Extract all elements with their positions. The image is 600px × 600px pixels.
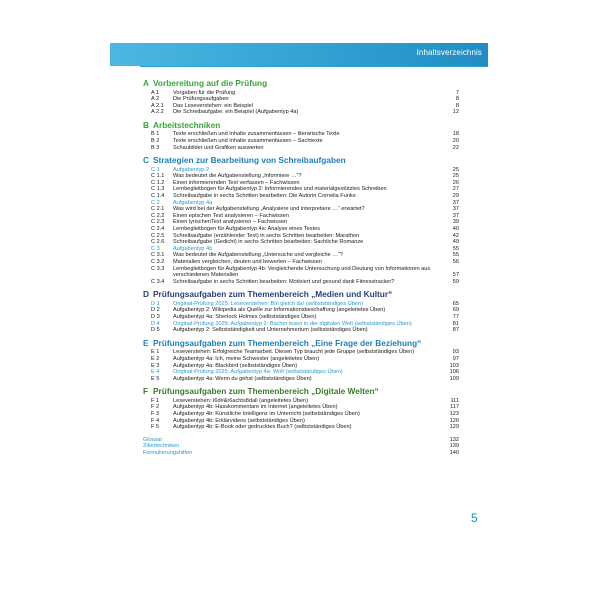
entry-page: 65 [452,300,459,307]
toc-section-b [143,116,459,151]
toc-entry[interactable] [143,279,459,286]
entry-title: Aufgabentyp 4a [173,199,213,206]
entry-title: Aufgabentyp 4b [173,245,213,252]
entry-number: F 5 [151,424,160,431]
entry-title: Schaubilder und Grafiken auswerten [173,144,264,151]
entry-number: D 5 [151,327,160,334]
entry-number: F 1 [151,397,160,404]
entry-number: C 3 [151,245,160,252]
toc-entry[interactable] [143,96,459,103]
entry-number: C 1.2 [151,179,165,186]
entry-page: 49 [452,239,459,246]
entry-page: 22 [452,144,459,151]
toc-entry[interactable] [143,411,459,418]
entry-page: 8 [455,96,459,103]
entry-page: 25 [452,173,459,180]
entry-title: Aufgabentyp 2: Wikipedia als Quelle zur Informationsbeschaffung (angeleitetes Üben) [173,307,386,314]
toc-entry[interactable] [143,213,459,220]
entry-number: B 2 [151,137,160,144]
entry-page: 77 [452,314,459,321]
toc-entry[interactable] [143,167,459,174]
toc-entry[interactable] [143,109,459,116]
toc-entry[interactable] [143,327,459,334]
toc-entry[interactable] [143,180,459,187]
entry-title: Lernbegleitbogen für Aufgabentyp 4b: Vergleichende Untersuchung und Deutung von Informationen aus verschiedenen Materialien [173,265,431,279]
toc-entry[interactable] [143,103,459,110]
entry-title: Aufgabentyp 2: Selbstständigkeit und Unternehmertum (selbstständiges Üben) [173,327,368,334]
entry-title: Einen epischen Text analysieren – Fachwissen [173,212,289,219]
entry-page: 42 [452,232,459,239]
entry-number: C 1.4 [151,193,165,200]
entry-page: 37 [452,206,459,213]
entry-title: Vorgaben für die Prüfung [173,89,236,96]
entry-title: Schreibaufgabe (erzählender Text) in sechs Schritten bearbeiten: Marathon [173,232,360,239]
entry-number: C 3.3 [151,265,165,272]
entry-number: A 2.1 [151,102,164,109]
section-heading[interactable] [143,338,459,350]
entry-title: Was bedeutet die Aufgabenstellung „Untersuche und vergleiche …“? [173,252,343,259]
toc-entry[interactable] [143,233,459,240]
entry-title: Aufgabentyp 4b: Künstliche Intelligenz im Unterricht (selbstständiges Üben) [173,410,360,417]
entry-number: C 2.5 [151,232,165,239]
entry-title: Schreibaufgabe in sechs Schritten bearbeiten: Die Autorin Cornelia Funke [173,193,356,200]
extra-label: Formulierungshilfen [143,449,193,456]
entry-number: F 3 [151,410,160,417]
entry-title: Original-Prüfung 2025: Aufgabentyp 2: Bücher lesen in der digitalen Welt (selbstständiges Üben) [173,320,412,327]
entry-number: C 3.1 [151,252,165,259]
entry-title: Leseverstehen: Erfolgreiche Teamarbeit. Diesen Typ braucht jede Gruppe (selbstständiges Üben) [173,349,415,356]
entry-page: 29 [452,193,459,200]
entry-title: Original-Prüfung 2025: Leseverstehen: Bin gleich da! (selbstständiges Üben) [173,300,363,307]
entry-title: Die Prüfungsaufgaben [173,96,229,103]
entry-number: D 4 [151,320,160,327]
entry-page: 57 [452,272,459,279]
entry-page: 26 [452,179,459,186]
entry-page: 55 [452,252,459,259]
entry-number: E 1 [151,349,160,356]
section-letter: B [143,119,149,130]
section-title: Arbeitstechniken [153,119,221,130]
entry-title: Einen lyrischenText analysieren – Fachwissen [173,219,288,226]
toc-entry[interactable] [143,186,459,193]
entry-title: Aufgabentyp 4b: Erklärvideos (selbstständiges Üben) [173,417,305,424]
entry-number: C 3.2 [151,258,165,265]
entry-page: 56 [452,258,459,265]
section-letter: D [143,289,149,300]
entry-title: Aufgabentyp 4b: E-Book oder gedrucktes Buch? (selbstständiges Üben) [173,424,352,431]
entry-title: Original-Prüfung 2025: Aufgabentyp 4a: Wolf (selbstständiges Üben) [173,369,343,376]
entry-page: 106 [449,369,459,376]
entry-page: 55 [452,245,459,252]
entry-number: C 3.4 [151,278,165,285]
entry-title: Aufgabentyp 4a: Wenn du gehst (selbstständiges Üben) [173,375,312,382]
section-letter: F [143,386,149,397]
extra-page: 139 [449,443,459,450]
entry-page: 69 [452,307,459,314]
toc-section-d [143,285,459,333]
entry-title: Aufgabentyp 2 [173,166,210,173]
entry-page: 123 [449,410,459,417]
toc-entry[interactable] [143,314,459,321]
entry-title: Das Leseverstehen: ein Beispiel [173,102,253,109]
entry-page: 129 [449,424,459,431]
entry-page: 8 [455,102,459,109]
header-rule [140,66,488,67]
toc-entry[interactable] [143,200,459,207]
entry-page: 20 [452,137,459,144]
toc-entry[interactable] [143,239,459,246]
extra-page: 140 [449,449,459,456]
toc-extra-link[interactable] [143,437,459,444]
section-letter: A [143,78,149,88]
section-title: Prüfungsaufgaben zum Themenbereich „Digitale Welten“ [153,386,379,397]
section-title: Vorbereitung auf die Prüfung [153,78,268,88]
toc-entry[interactable] [143,145,459,152]
entry-number: D 2 [151,307,160,314]
entry-number: C 2.3 [151,219,165,226]
entry-page: 59 [452,278,459,285]
entry-page: 39 [452,219,459,226]
toc-section-f [143,382,459,430]
entry-number: E 2 [151,355,160,362]
toc-entry[interactable] [143,173,459,180]
entry-page: 37 [452,199,459,206]
extra-label: Zitiertechniken [143,443,180,450]
entry-page: 93 [452,349,459,356]
toc-entry[interactable] [143,206,459,213]
entry-title: Einen informierenden Text verfassen – Fachwissen [173,179,300,186]
toc-entry[interactable] [143,376,459,383]
toc-entry[interactable] [143,259,459,266]
entry-number: E 5 [151,375,160,382]
entry-title: Schreibaufgabe in sechs Schritten bearbeiten: Motiviert und gesund dank Fitnesstracker? [173,278,395,285]
entry-number: E 4 [151,369,160,376]
toc-entry[interactable] [143,219,459,226]
entry-title: Aufgabentyp 4b: Hasskommentare im Internet (angeleitetes Üben) [173,404,338,411]
entry-page: 37 [452,212,459,219]
section-title: Prüfungsaufgaben zum Themenbereich „Medien und Kultur“ [153,289,393,300]
entry-number: F 2 [151,404,160,411]
entry-title: Leseverstehen: I6d#&r6achts8dall (angeleitetes Üben) [173,397,308,404]
table-of-contents [143,78,459,457]
entry-page: 111 [450,397,459,404]
entry-title: Lernbegleitbogen für Aufgabentyp 2: Informierendes und materialgestütztes Schreiben [173,186,387,193]
toc-entry[interactable] [143,226,459,233]
entry-number: B 3 [151,144,160,151]
section-heading[interactable] [143,78,459,90]
toc-extra-link[interactable] [143,443,459,450]
entry-page: 27 [452,186,459,193]
entry-title: Texte erschließen und Inhalte zusammenfassen – Sachtexte [173,137,323,144]
entry-page: 25 [452,166,459,173]
extra-label: Glossar [143,436,163,443]
entry-title: Aufgabentyp 4a: Sherlock Holmes (selbstständiges Üben) [173,314,317,321]
entry-number: C 1.3 [151,186,165,193]
header-bar [110,43,488,66]
entry-title: Was bedeutet die Aufgabenstellung „Informiere …“? [173,173,302,180]
entry-number: C 2 [151,199,160,206]
entry-title: Aufgabentyp 4a: Blackbird (selbstständiges Üben) [173,362,298,369]
entry-number: F 4 [151,417,160,424]
section-heading[interactable] [143,120,459,132]
entry-title: Texte erschließen und Inhalte zusammenfassen – literarische Texte [173,131,340,138]
toc-extra-link[interactable] [143,450,459,457]
entry-number: C 1.1 [151,173,165,180]
entry-page: 126 [449,417,459,424]
entry-page: 103 [449,362,459,369]
toc-entry[interactable] [143,369,459,376]
toc-section-c [143,151,459,285]
entry-number: A 1 [151,89,160,96]
toc-section-e [143,334,459,382]
entry-page: 40 [452,226,459,232]
section-letter: C [143,155,149,166]
entry-title: Die Schreibaufgabe: ein Beispiel (Aufgabentyp 4a) [173,109,299,116]
section-heading[interactable] [143,289,459,301]
section-letter: E [143,337,149,348]
header-title: Inhaltsverzeichnis [416,48,482,57]
section-title: Prüfungsaufgaben zum Themenbereich „Eine Frage der Beziehung“ [153,337,422,348]
entry-page: 12 [452,109,459,116]
entry-title: Lernbegleitbogen für Aufgabentyp 4a: Analyse eines Textes [173,226,320,232]
entry-number: D 3 [151,314,160,321]
entry-page: 18 [452,131,459,138]
toc-entry[interactable] [143,424,459,431]
entry-number: C 2.1 [151,206,165,213]
entry-title: Materialien vergleichen, deuten und bewerten – Fachwissen [173,258,322,265]
entry-page: 7 [455,89,459,96]
entry-page: 117 [450,404,459,411]
entry-title: Schreibaufgabe (Gedicht) in sechs Schritten bearbeiten: Sachliche Romanze [173,239,364,246]
entry-number: A 2.2 [151,109,164,116]
entry-title: Was wird bei der Aufgabenstellung „Analysiere und interpretiere …“ erwartet? [173,206,365,213]
toc-section-a [143,78,459,116]
toc-entry[interactable] [143,246,459,253]
toc-entry[interactable] [143,356,459,363]
entry-page: 87 [452,327,459,334]
section-heading[interactable] [143,155,459,167]
entry-number: E 3 [151,362,160,369]
entry-page: 109 [449,375,459,382]
toc-entry[interactable] [143,193,459,200]
entry-number: C 1 [151,166,160,173]
entry-number: C 2.2 [151,212,165,219]
entry-number: C 2.6 [151,239,165,246]
section-title: Strategien zur Bearbeitung von Schreibaufgaben [153,155,346,166]
toc-entry[interactable] [143,266,459,279]
entry-title: Aufgabentyp 4a: Ich, meine Schwester (angeleitetes Üben) [173,355,320,362]
entry-page: 81 [452,320,459,327]
entry-number: D 1 [151,300,160,307]
toc-entry[interactable] [143,349,459,356]
toc-entry[interactable] [143,90,459,97]
entry-number: C 2.4 [151,226,165,232]
page-number: 5 [471,511,478,525]
toc-entry[interactable] [143,404,459,411]
entry-page: 97 [452,355,459,362]
extra-page: 132 [449,436,459,443]
toc-entry[interactable] [143,131,459,138]
toc-entry[interactable] [143,252,459,259]
toc-extras [143,437,459,457]
entry-number: A 2 [151,96,160,103]
section-heading[interactable] [143,386,459,398]
entry-number: B 1 [151,131,160,138]
toc-entry[interactable] [143,138,459,145]
